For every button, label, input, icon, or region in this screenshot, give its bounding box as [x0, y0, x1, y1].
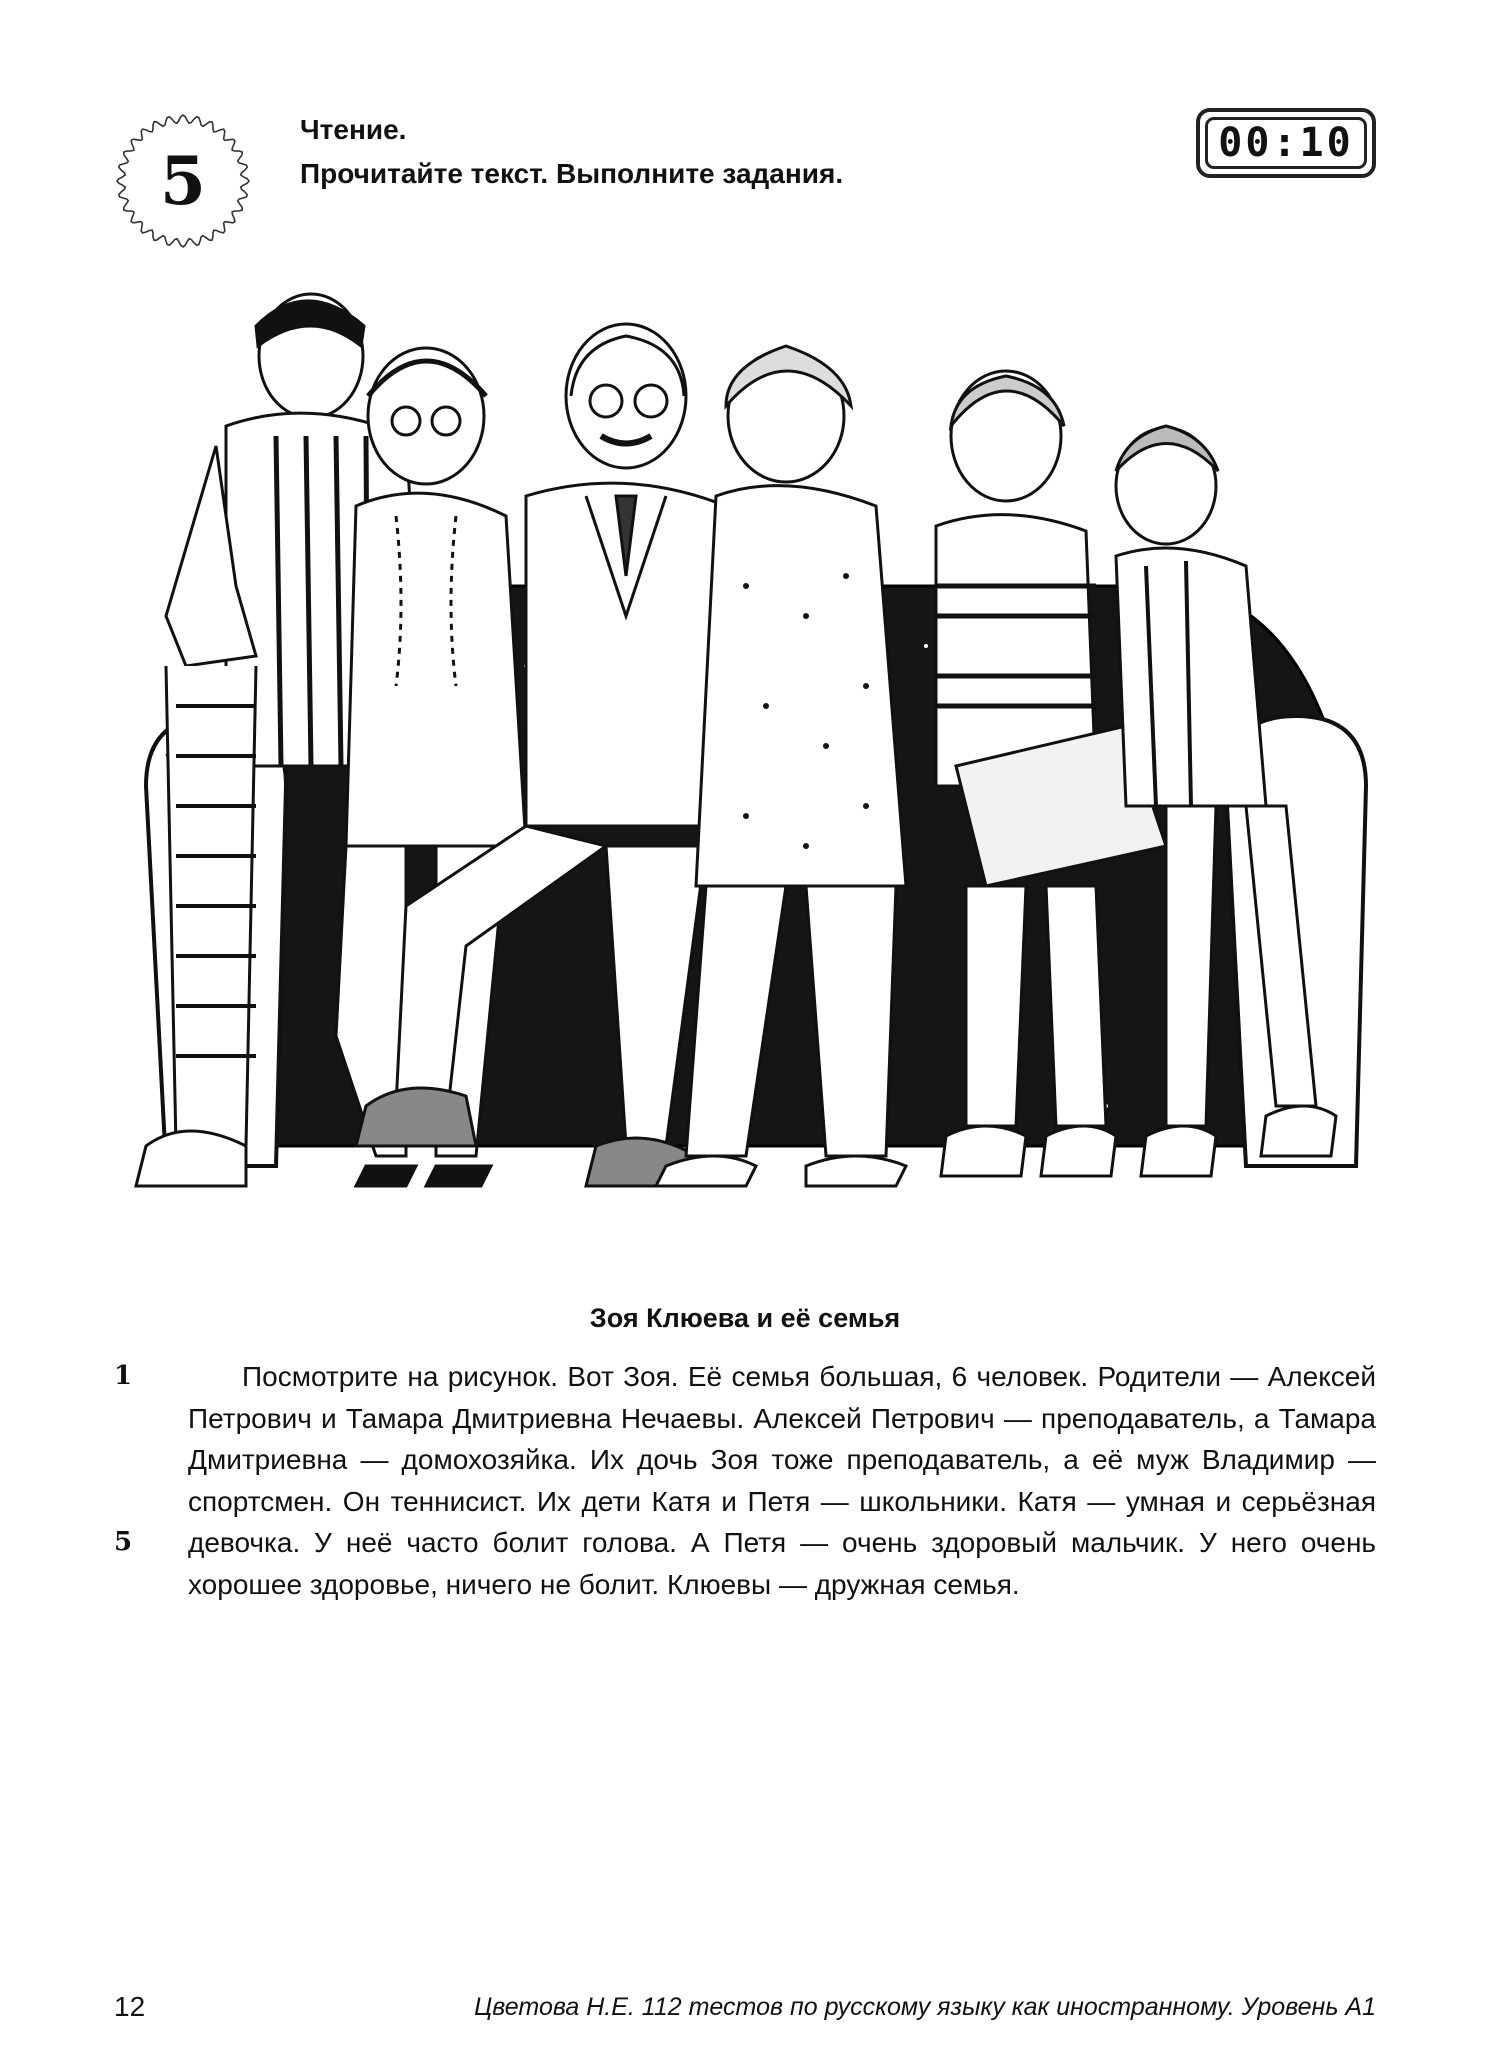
line-number-1: 1: [114, 1361, 133, 1391]
line-number-5: 5: [114, 1527, 133, 1557]
timer-badge: [1196, 108, 1376, 178]
page-number: 12: [114, 1991, 146, 2022]
family-illustration: [106, 286, 1416, 1214]
book-credit: Цветова Н.Е. 112 тестов по русскому языку как иностранному. Уровень А1: [474, 1993, 1376, 2021]
task-instructions: [300, 108, 843, 196]
reading-paragraph: Посмотрите на рисунок. Вот Зоя. Её семья большая, 6 человек. Родители — Алексей Петрович и Тамара Дмитриевна Нечаевы. Алексей Петрович — преподаватель, а Тамара Дмитриевна — домохозяйка. Их дочь Зоя тоже преподаватель, а её муж Владимир — спортсмен. Он теннисист. Их дети Катя и Петя — школьники. Катя — умная и серьёзная девочка. У неё часто болит голова. А Петя — очень здоровый мальчик. У него очень хорошее здоровье, ничего не болит. Клюевы — дружная семья.: [188, 1361, 1376, 1600]
instruction-text: Прочитайте текст. Выполните задания.: [300, 158, 844, 189]
section-label: Чтение.: [300, 114, 407, 145]
reading-title: Зоя Клюева и её семья: [589, 1303, 901, 1333]
task-number-badge: [114, 112, 252, 250]
task-number: 5: [160, 142, 206, 220]
timer-value: 00:10: [1205, 117, 1367, 169]
family-on-sofa-drawing: [106, 286, 1416, 1214]
